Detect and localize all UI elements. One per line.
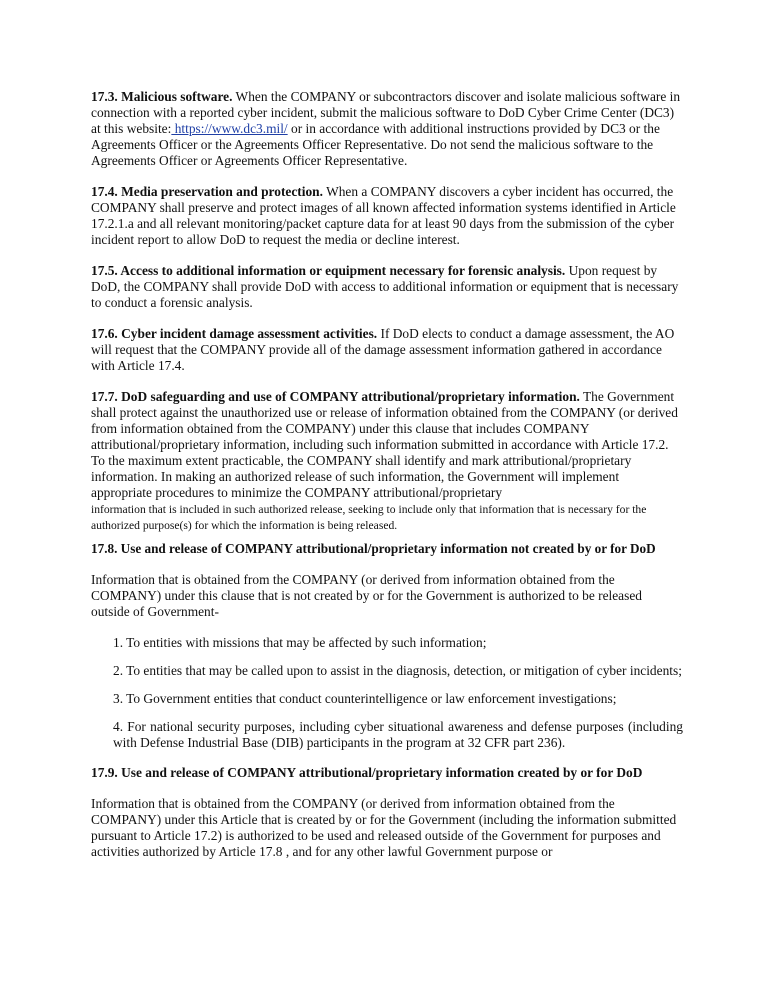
- list-item-2: 2. To entities that may be called upon to assist in the diagnosis, detection, or mitigation of cyber incidents;: [113, 663, 682, 678]
- section-17-6-title: 17.6. Cyber incident damage assessment activities.: [91, 326, 378, 341]
- section-17-8-heading: 17.8. Use and release of COMPANY attributional/proprietary information not created by or for DoD: [91, 541, 656, 556]
- section-17-4-text: When a COMPANY discovers a cyber incident has occurred, the COMPANY shall preserve and protect images of all known affected information systems identified in Article 17.2.1.a and all relevant monitoring/packet capture data for at least 90 days from the submission of the cyber incident report to allow DoD to request the media or decline interest.: [91, 184, 676, 247]
- section-17-7-title: 17.7. DoD safeguarding and use of COMPANY attributional/proprietary information.: [91, 389, 580, 404]
- section-17-5: [91, 263, 683, 311]
- section-17-5-title: 17.5. Access to additional information or equipment necessary for forensic analysis.: [91, 263, 566, 278]
- list-item-1: 1. To entities with missions that may be affected by such information;: [113, 635, 487, 650]
- section-17-7: [91, 389, 683, 533]
- section-17-9-text: Information that is obtained from the COMPANY (or derived from information obtained from the COMPANY) under this Article that is created by or for the Government (including the information submitted pursuant to Article 17.2) is authorized to be used and released outside of the Government for purposes and activities authorized by Article 17.8 , and for any other lawful Government purpose or: [91, 796, 677, 859]
- section-17-3-text-cont: or in accordance with additional instructions provided by DC3 or the Agreements Officer or the Agreements Officer Representative. Do not send the malicious software to the Agreements Officer or Agreements Officer Representative.: [91, 121, 660, 168]
- section-17-7-text-small: information that is included in such authorized release, seeking to include only that information that is necessary for the authorized purpose(s) for which the information is being released.: [91, 503, 647, 532]
- section-17-8-intro: Information that is obtained from the COMPANY (or derived from information obtained from the COMPANY) under this clause that is not created by or for the Government is authorized to be released outside of Government-: [91, 572, 642, 619]
- section-17-3: [91, 89, 683, 169]
- section-17-4: [91, 184, 683, 248]
- section-17-9-heading: 17.9. Use and release of COMPANY attributional/proprietary information created by or for DoD: [91, 765, 643, 780]
- section-17-3-title: 17.3. Malicious software.: [91, 89, 233, 104]
- section-17-5-text: Upon request by DoD, the COMPANY shall provide DoD with access to additional information or equipment that is necessary to conduct a forensic analysis.: [91, 263, 679, 310]
- section-17-7-text: The Government shall protect against the unauthorized use or release of information obtained from the COMPANY (or derived from information obtained from the COMPANY) under this clause that includes COMPANY attributional/proprietary information, including such information submitted in accordance with Article 17.2. To the maximum extent practicable, the COMPANY shall identify and mark attributional/proprietary information. In making an authorized release of such information, the Government will implement appropriate procedures to minimize the COMPANY attributional/proprietary: [91, 389, 678, 500]
- list-item-3: 3. To Government entities that conduct counterintelligence or law enforcement investigations;: [113, 691, 617, 706]
- document-page: [91, 89, 683, 875]
- list-item-4: 4. For national security purposes, including cyber situational awareness and defense purposes (including with Defense Industrial Base (DIB) participants in the program at 32 CFR part 236).: [113, 719, 683, 750]
- section-17-4-title: 17.4. Media preservation and protection.: [91, 184, 323, 199]
- section-17-6-text: If DoD elects to conduct a damage assessment, the AO will request that the COMPANY provide all of the damage assessment information gathered in accordance with Article 17.4.: [91, 326, 675, 373]
- dc3-website-link[interactable]: https://www.dc3.mil/: [171, 121, 288, 136]
- section-17-3-text: When the COMPANY or subcontractors discover and isolate malicious software in connection with a reported cyber incident, submit the malicious software to DoD Cyber Crime Center (DC3) at this website:: [91, 89, 681, 136]
- section-17-6: [91, 326, 683, 374]
